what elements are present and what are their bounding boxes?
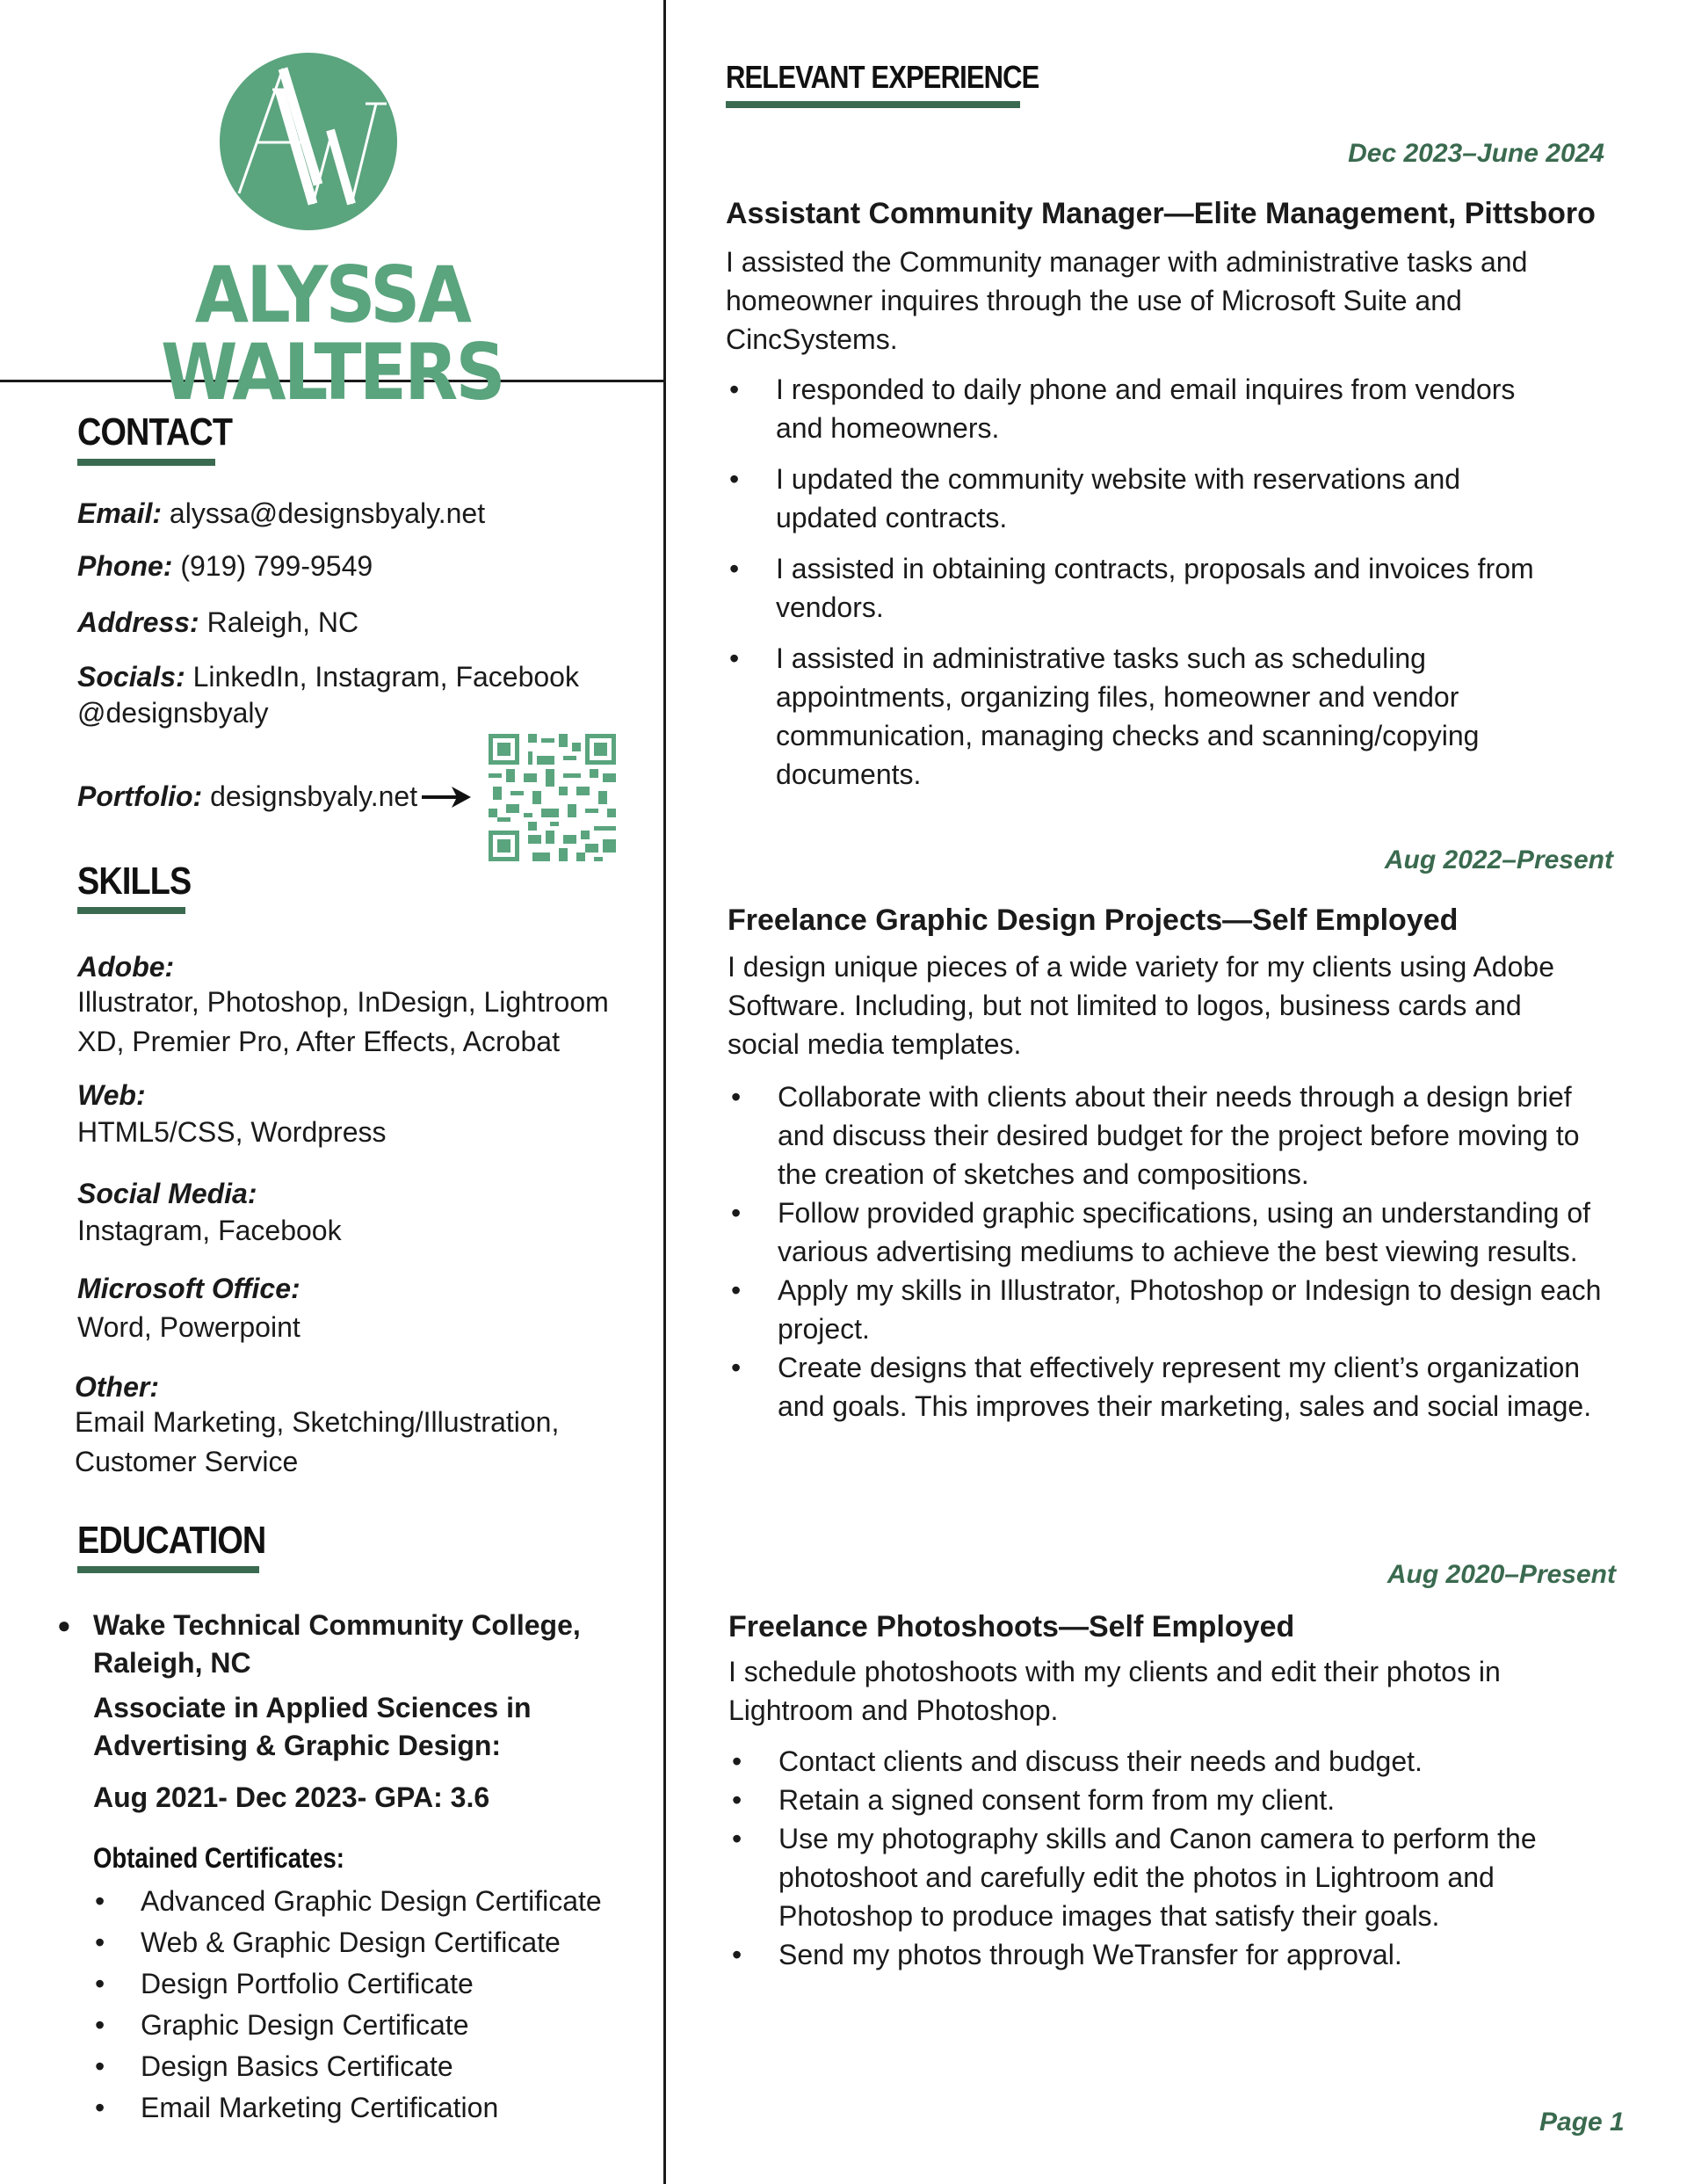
portfolio-label: Portfolio: [77, 780, 203, 812]
list-item: • Create designs that effectively represent my client’s organization and goals. This improves their marketing, sales and social image. [728, 1348, 1606, 1426]
monogram-letters [220, 53, 397, 230]
skill-adobe-value: Illustrator, Photoshop, InDesign, Lightroom XD, Premier Pro, After Effects, Acrobat [77, 986, 609, 1057]
list-item: • Web & Graphic Design Certificate [95, 1922, 602, 1963]
skill-social-label: Social Media: [77, 1178, 257, 1209]
list-item: • Collaborate with clients about their needs through a design brief and discuss their desired budget for the project before moving to the creation of sketches and compositions. [728, 1077, 1606, 1194]
qr-code-icon[interactable] [489, 734, 616, 861]
list-item: • Contact clients and discuss their needs and budget. [728, 1742, 1598, 1781]
contact-socials [77, 658, 579, 696]
contact-phone [77, 548, 373, 585]
job-3-title: Freelance Photoshoots—Self Employed [728, 1610, 1295, 1643]
education-heading-underline [77, 1566, 259, 1573]
list-item: • Use my photography skills and Canon camera to perform the photoshoot and carefully edit the photos in Lightroom and Photoshop to produce images that satisfy their goals. [728, 1819, 1598, 1935]
candidate-name: ALYSSA WALTERS [161, 250, 503, 417]
skill-office-label: Microsoft Office: [77, 1273, 300, 1304]
socials-handle[interactable]: @designsbyaly [77, 697, 269, 729]
list-item: • Advanced Graphic Design Certificate [95, 1881, 602, 1922]
address-value: Raleigh, NC [206, 606, 359, 638]
list-item: • Design Basics Certificate [95, 2046, 602, 2087]
arrow-right-icon [420, 785, 473, 809]
certificates-list [95, 1881, 602, 2129]
email-value[interactable]: alyssa@designsbyaly.net [169, 497, 486, 529]
job-2-title: Freelance Graphic Design Projects—Self Employed [728, 903, 1459, 937]
phone-label: Phone: [77, 550, 173, 582]
skill-social-value: Instagram, Facebook [77, 1215, 342, 1246]
experience-heading-underline [726, 101, 1020, 108]
email-label: Email: [77, 497, 163, 529]
job-3-bullets [728, 1742, 1598, 1974]
job-3-description: I schedule photoshoots with my clients and edit their photos in Lightroom and Photoshop. [728, 1656, 1501, 1726]
education-bullet: ● [57, 1612, 71, 1638]
job-1-description: I assisted the Community manager with administrative tasks and homeowner inquires through the use of Microsoft Suite and CincSystems. [726, 246, 1528, 355]
skills-heading: SKILLS [77, 860, 192, 903]
skill-web-value: HTML5/CSS, Wordpress [77, 1116, 387, 1148]
skill-office-value: Word, Powerpoint [77, 1311, 300, 1343]
phone-value[interactable]: (919) 799-9549 [180, 550, 373, 582]
certificates-heading: Obtained Certificates: [93, 1842, 344, 1874]
socials-value[interactable]: LinkedIn, Instagram, Facebook [192, 661, 579, 693]
education-degree: Associate in Applied Sciences in Advertising & Graphic Design: [93, 1692, 532, 1761]
job-2-description: I design unique pieces of a wide variety for my clients using Adobe Software. Including, but not limited to logos, business cards and social media templates. [728, 951, 1554, 1060]
job-3-date: Aug 2020–Present [1387, 1560, 1616, 1589]
list-item: • Graphic Design Certificate [95, 2005, 602, 2046]
job-2-date: Aug 2022–Present [1384, 845, 1613, 874]
list-item: • Follow provided graphic specifications, using an understanding of various advertising mediums to achieve the best viewing results. [728, 1194, 1606, 1271]
list-item: • Email Marketing Certification [95, 2087, 602, 2129]
contact-heading: CONTACT [77, 410, 233, 453]
contact-heading-underline [77, 459, 215, 466]
skill-web-label: Web: [77, 1079, 146, 1111]
monogram-logo [220, 53, 397, 230]
contact-email [77, 495, 485, 533]
education-school: Wake Technical Community College, Raleigh, NC [93, 1609, 581, 1679]
list-item: • I responded to daily phone and email inquires from vendors and homeowners. [726, 370, 1569, 447]
skill-adobe-label: Adobe: [77, 951, 175, 983]
list-item: • I assisted in obtaining contracts, proposals and invoices from vendors. [726, 549, 1569, 627]
contact-portfolio [77, 778, 417, 816]
education-heading: EDUCATION [77, 1519, 266, 1562]
job-1-bullets [726, 370, 1569, 806]
skill-other-label: Other: [75, 1371, 159, 1403]
education-dates-gpa: Aug 2021- Dec 2023- GPA: 3.6 [93, 1781, 490, 1813]
socials-label: Socials: [77, 661, 185, 693]
job-1-title: Assistant Community Manager—Elite Management, Pittsboro [726, 197, 1596, 230]
column-divider [663, 0, 666, 2184]
contact-address [77, 604, 358, 642]
list-item: • Send my photos through WeTransfer for approval. [728, 1935, 1598, 1974]
skills-heading-underline [77, 907, 185, 914]
list-item: • Apply my skills in Illustrator, Photoshop or Indesign to design each project. [728, 1271, 1606, 1348]
portfolio-value[interactable]: designsbyaly.net [210, 780, 418, 812]
job-2-bullets [728, 1077, 1606, 1426]
page-number: Page 1 [1539, 2108, 1625, 2137]
experience-heading: RELEVANT EXPERIENCE [726, 59, 1039, 95]
job-1-date: Dec 2023–June 2024 [1348, 139, 1604, 168]
list-item: • Design Portfolio Certificate [95, 1963, 602, 2005]
list-item: • Retain a signed consent form from my client. [728, 1781, 1598, 1819]
list-item: • I updated the community website with reservations and updated contracts. [726, 460, 1569, 537]
address-label: Address: [77, 606, 199, 638]
list-item: • I assisted in administrative tasks such as scheduling appointments, organizing files, homeowner and vendor communication, managing checks and scanning/copying documents. [726, 639, 1569, 794]
skill-other-value: Email Marketing, Sketching/Illustration, Customer Service [75, 1406, 560, 1477]
